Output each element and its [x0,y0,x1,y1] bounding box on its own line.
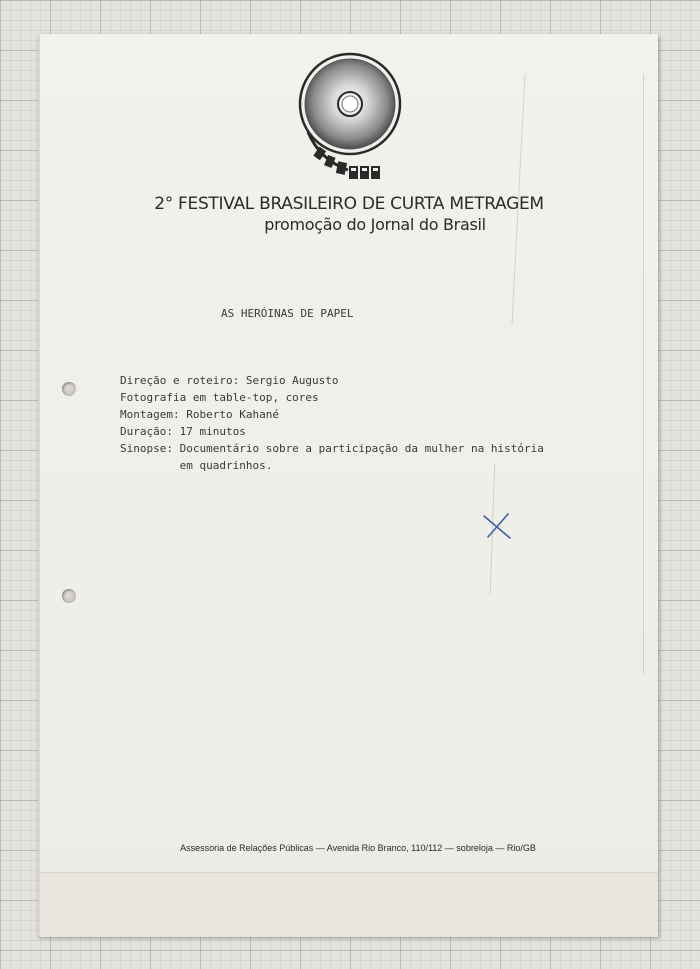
credit-photography: Fotografia em table-top, cores [120,391,319,404]
credit-synopsis: Sinopse: Documentário sobre a participação da mulher na história [120,442,544,455]
punch-hole-top [62,382,76,396]
credit-editing: Montagem: Roberto Kahané [120,408,279,421]
paper-crease [643,74,644,674]
film-title: AS HERÓINAS DE PAPEL [221,307,354,320]
footer-address: Assessoria de Relações Públicas — Avenida Rio Branco, 110/112 — sobreloja — Rio/GB [180,843,536,853]
film-reel-logo-icon [292,52,412,190]
credit-direction: Direção e roteiro: Sergio Augusto [120,374,339,387]
pen-x-mark-icon [480,510,514,542]
credit-duration: Duração: 17 minutos [120,425,246,438]
festival-title: 2° FESTIVAL BRASILEIRO DE CURTA METRAGEM [154,194,544,214]
credits-block [120,372,544,474]
document-sheet [38,34,658,936]
punch-hole-bottom [62,589,76,603]
festival-subtitle: promoção do Jornal do Brasil [264,215,486,234]
lower-sheet-edge [40,872,658,937]
credit-synopsis-cont: em quadrinhos. [120,459,273,472]
